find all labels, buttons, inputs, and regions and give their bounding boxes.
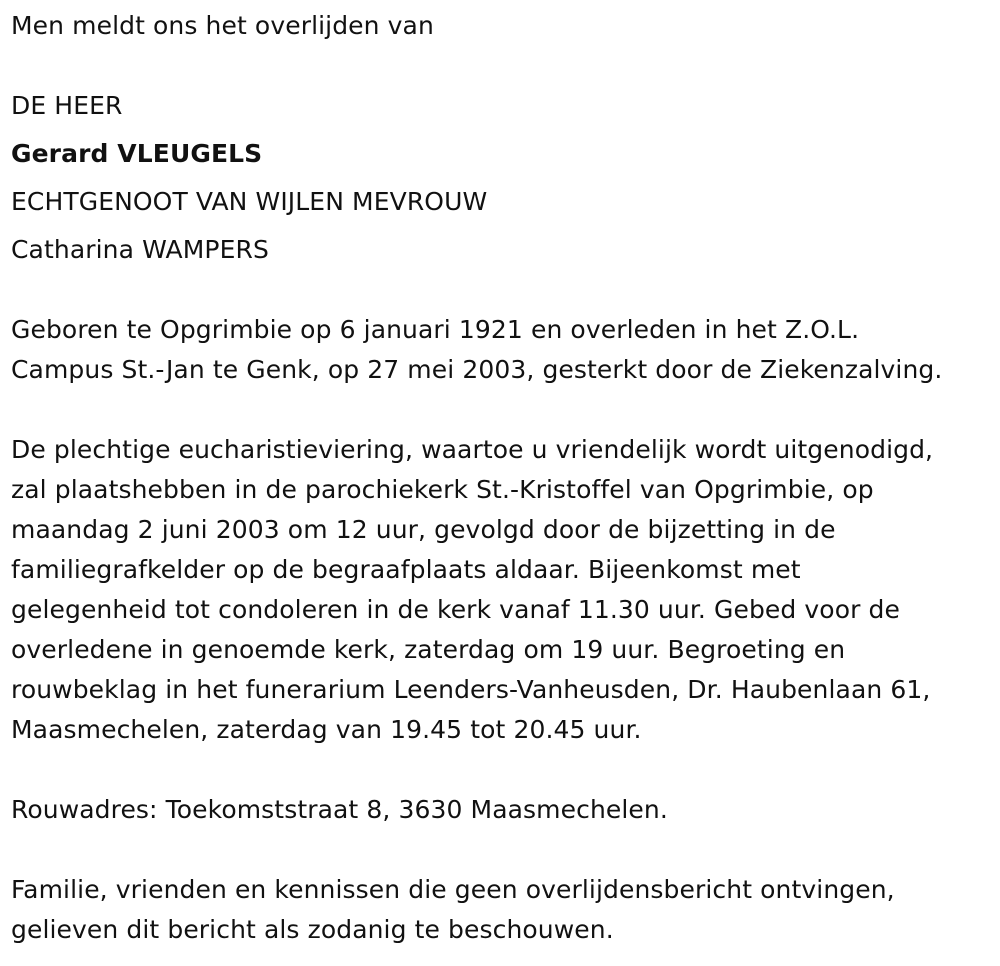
ceremony-line: Maasmechelen, zaterdag van 19.45 tot 20.45 uur. [11, 715, 642, 744]
honorific-title: DE HEER [11, 91, 123, 120]
ceremony-line: gelegenheid tot condoleren in de kerk vanaf 11.30 uur. Gebed voor de [11, 595, 900, 624]
birth-death-line: Geboren te Opgrimbie op 6 januari 1921 en overleden in het Z.O.L. [11, 315, 860, 344]
spouse-name: Catharina WAMPERS [11, 235, 269, 264]
birth-death-line: Campus St.-Jan te Genk, op 27 mei 2003, gesterkt door de Ziekenzalving. [11, 355, 943, 384]
relation-text: ECHTGENOOT VAN WIJLEN MEVROUW [11, 187, 488, 216]
ceremony-line: rouwbeklag in het funerarium Leenders-Vanheusden, Dr. Haubenlaan 61, [11, 675, 931, 704]
ceremony-line: De plechtige eucharistieviering, waartoe u vriendelijk wordt uitgenodigd, [11, 435, 934, 464]
intro-text: Men meldt ons het overlijden van [11, 11, 434, 40]
closing-line: Familie, vrienden en kennissen die geen overlijdensbericht ontvingen, [11, 875, 895, 904]
ceremony-line: maandag 2 juni 2003 om 12 uur, gevolgd door de bijzetting in de [11, 515, 836, 544]
closing-line: gelieven dit bericht als zodanig te beschouwen. [11, 915, 614, 944]
ceremony-line: overledene in genoemde kerk, zaterdag om 19 uur. Begroeting en [11, 635, 846, 664]
ceremony-line: familiegrafkelder op de begraafplaats aldaar. Bijeenkomst met [11, 555, 801, 584]
mourning-address: Rouwadres: Toekomststraat 8, 3630 Maasmechelen. [11, 795, 668, 824]
deceased-name: Gerard VLEUGELS [11, 139, 263, 168]
ceremony-line: zal plaatshebben in de parochiekerk St.-Kristoffel van Opgrimbie, op [11, 475, 874, 504]
